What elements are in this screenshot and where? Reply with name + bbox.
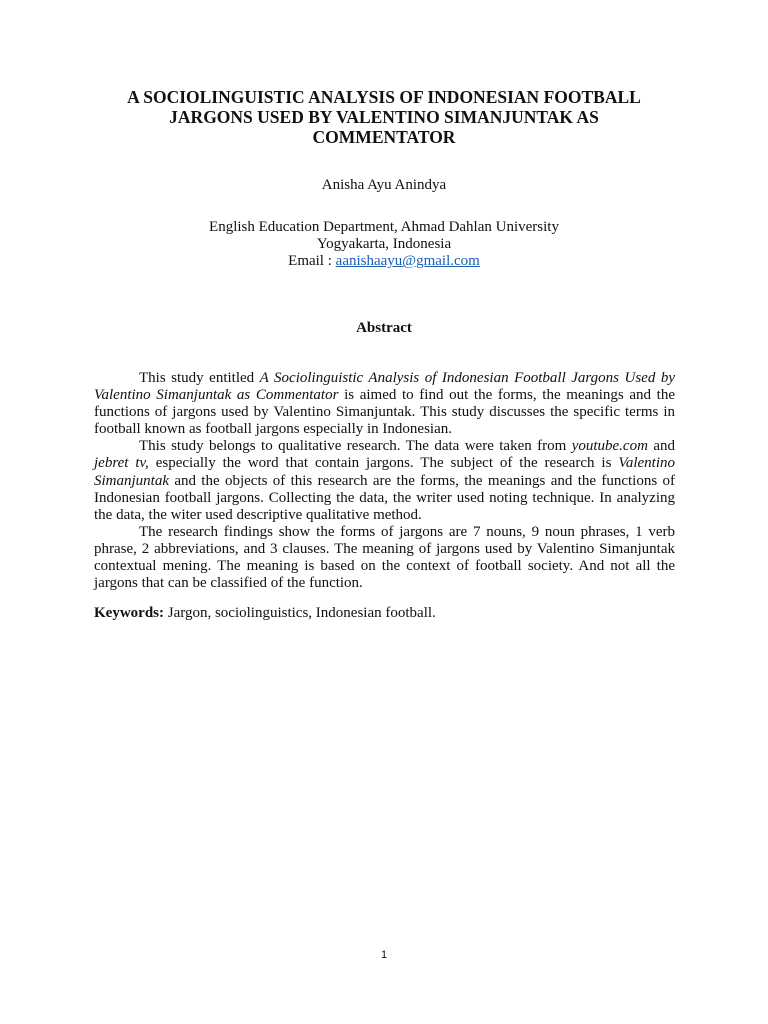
abstract-p2-text-c: and (647, 438, 675, 455)
abstract-p2-jebret-italic: jebret tv, (94, 455, 149, 472)
abstract-paragraph-1 (94, 370, 675, 438)
affiliation-department: English Education Department, Ahmad Dahlan University (209, 219, 559, 235)
email-line (0, 253, 768, 270)
title-line-2: JARGONS USED BY VALENTINO SIMANJUNTAK AS (169, 107, 599, 127)
abstract-p2-youtube-italic: youtube.com (571, 438, 648, 455)
abstract-paragraph-2 (94, 438, 675, 523)
keywords-line (94, 604, 675, 622)
abstract-p2-text-g: and the objects of this research are the forms, the meanings and the functions of Indonesian football jargons. Collecting the data, the writer used noting technique. In analyzing the data, the witer used descriptive qualitative method. (94, 472, 675, 523)
abstract-p1-title-italic: A Sociolinguistic Analysis of Indonesian Football Jargons Used by Valentino Simanjuntak as Commentator (94, 370, 675, 404)
email-label: Email : (288, 253, 336, 269)
abstract-p2-text-a: This study belongs to qualitative research. The data were taken from (139, 438, 572, 455)
abstract-body (94, 370, 675, 592)
title-line-1: A SOCIOLINGUISTIC ANALYSIS OF INDONESIAN FOOTBALL (127, 87, 641, 107)
affiliation-location: Yogyakarta, Indonesia (316, 236, 452, 252)
abstract-p2-subject-italic: Valentino Simanjuntak (94, 455, 675, 489)
author-name: Anisha Ayu Anindya (321, 177, 447, 193)
keywords-text: Jargon, sociolinguistics, Indonesian football. (164, 605, 436, 621)
abstract-p2-text-e: especially the word that contain jargons. The subject of the research is (148, 455, 619, 472)
title-line-3: COMMENTATOR (312, 127, 456, 147)
abstract-p1-text-c: is aimed to find out the forms, the meanings and the functions of jargons used by Valentino Simanjuntak. This study discusses the specific terms in football known as football jargons especially in Indonesian. (94, 387, 675, 438)
abstract-p1-text-a: This study entitled (139, 370, 260, 386)
abstract-paragraph-3: The research findings show the forms of jargons are 7 nouns, 9 noun phrases, 1 verb phrase, 2 abbreviations, and 3 clauses. The meaning of jargons used by Valentino Simanjuntak contextual mening. The meaning is based on the context of football society. And not all the jargons that can be classified of the function. (94, 523, 675, 592)
page-number: 1 (380, 949, 388, 961)
affiliation-block (0, 219, 768, 270)
paper-title (84, 87, 684, 147)
keywords-label: Keywords: (94, 605, 164, 621)
email-link[interactable]: aanishaayu@gmail.com (335, 253, 480, 269)
abstract-heading: Abstract (356, 320, 412, 336)
